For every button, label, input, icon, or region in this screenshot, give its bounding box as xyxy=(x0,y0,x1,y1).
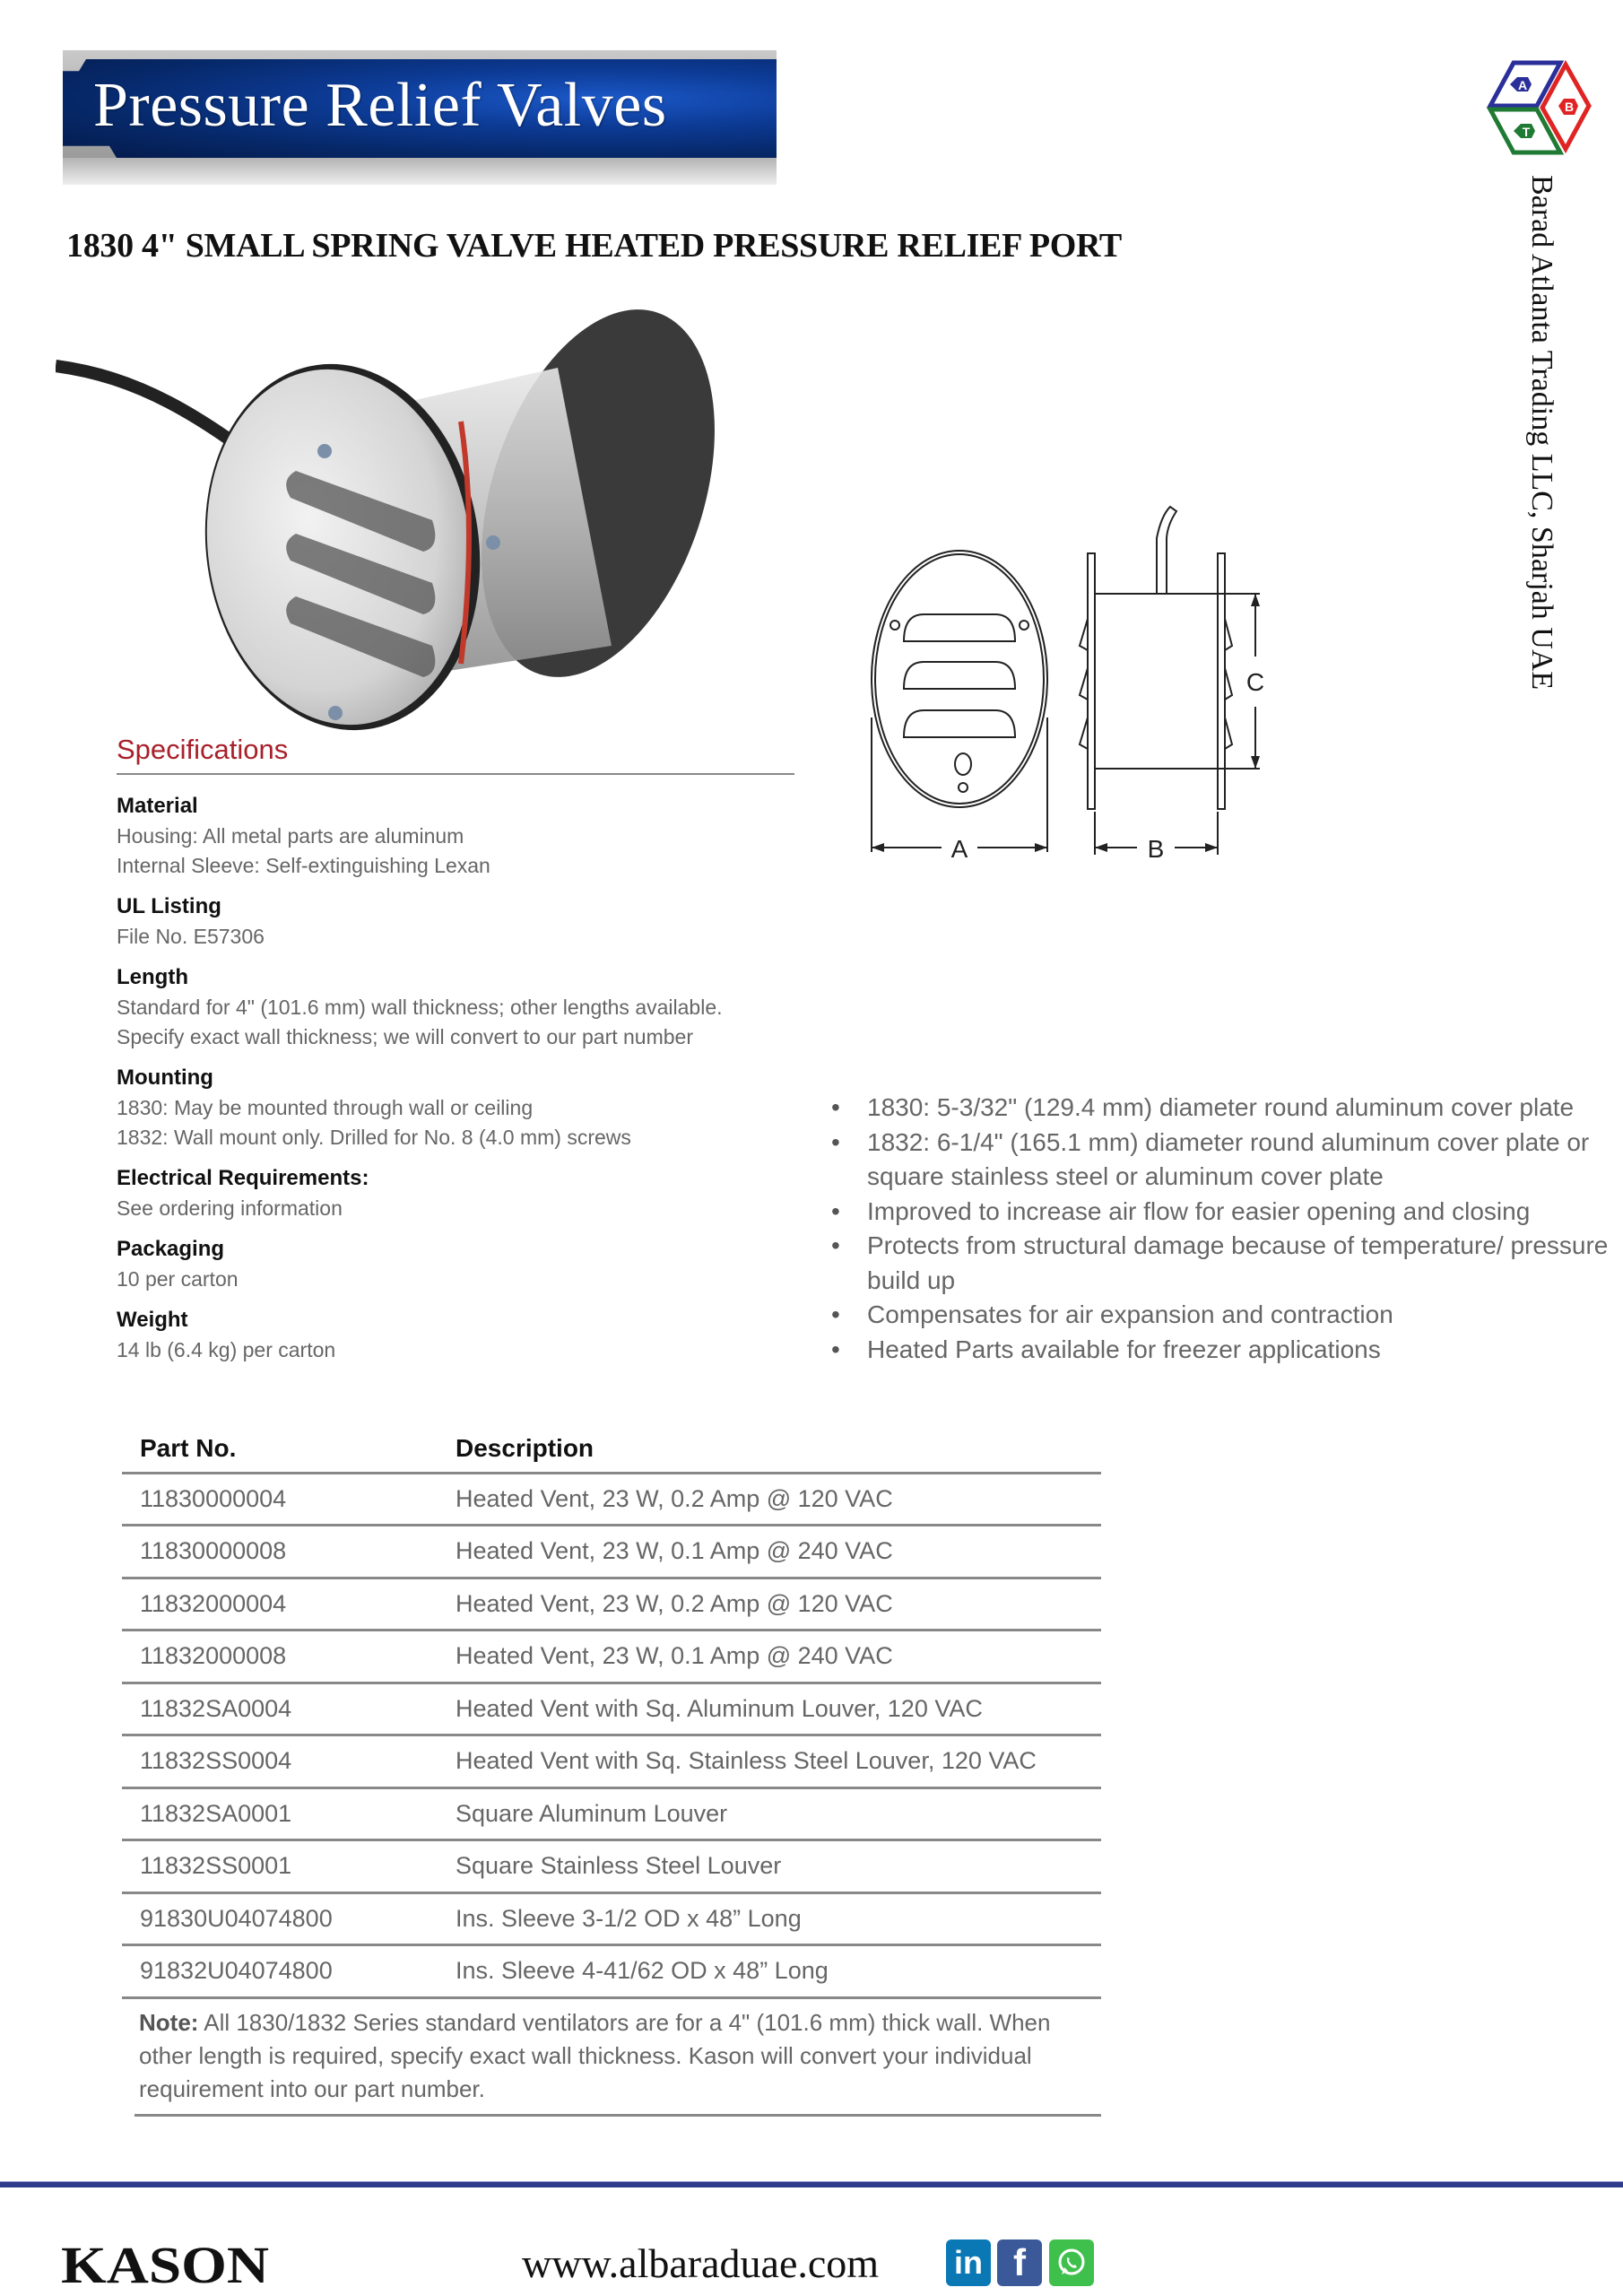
table-header-row xyxy=(122,1417,1101,1473)
table-note xyxy=(139,2006,1107,2106)
table-row xyxy=(122,1473,1101,1526)
hole xyxy=(1020,621,1028,630)
part-number: 91832U04074800 xyxy=(122,1945,436,1998)
spec-length xyxy=(117,962,798,1052)
spec-value: Specify exact wall thickness; we will convert to our part number xyxy=(117,1025,693,1048)
logo-letter-a: A xyxy=(1517,78,1528,92)
spec-value: File No. E57306 xyxy=(117,925,265,948)
cover-plate-inner xyxy=(875,554,1044,804)
table-row xyxy=(122,1892,1101,1945)
company-logo-icon xyxy=(1481,54,1598,161)
spec-value: 14 lb (6.4 kg) per carton xyxy=(117,1338,336,1361)
spec-label: UL Listing xyxy=(117,894,221,918)
spec-label: Material xyxy=(117,794,198,818)
part-description: Square Aluminum Louver xyxy=(436,1787,1101,1840)
front-tabs xyxy=(1080,619,1088,749)
facebook-icon[interactable]: f xyxy=(997,2239,1042,2286)
cord xyxy=(1157,507,1176,594)
spec-label: Packaging xyxy=(117,1237,225,1261)
part-number: 11832SA0004 xyxy=(122,1683,436,1735)
table-row xyxy=(122,1840,1101,1893)
table-row xyxy=(122,1735,1101,1788)
part-description: Ins. Sleeve 3-1/2 OD x 48” Long xyxy=(436,1892,1101,1945)
part-number: 91830U04074800 xyxy=(122,1892,436,1945)
linkedin-icon[interactable]: in xyxy=(946,2239,991,2286)
part-description: Heated Vent, 23 W, 0.1 Amp @ 240 VAC xyxy=(436,1526,1101,1578)
spec-value: Internal Sleeve: Self-extinguishing Lexan xyxy=(117,854,490,877)
feature-item: • Compensates for air expansion and contraction xyxy=(829,1298,1619,1333)
screw xyxy=(317,444,332,458)
dimension-c-label: C xyxy=(1245,668,1265,696)
feature-item: • Heated Parts available for freezer applications xyxy=(829,1333,1619,1368)
column-header-description: Description xyxy=(436,1417,1101,1473)
part-number: 11832SS0004 xyxy=(122,1735,436,1788)
banner-shadow xyxy=(63,158,777,185)
front-flange xyxy=(1088,553,1095,809)
spec-value: Standard for 4" (101.6 mm) wall thickness; other lengths available. xyxy=(117,996,723,1019)
part-description: Heated Vent with Sq. Stainless Steel Louver, 120 VAC xyxy=(436,1735,1101,1788)
note-divider xyxy=(135,2114,1101,2117)
feature-item: • 1832: 6-1/4" (165.1 mm) diameter round aluminum cover plate or square stainless steel or aluminum cover plate xyxy=(829,1126,1619,1195)
spec-label: Weight xyxy=(117,1308,188,1332)
table-row xyxy=(122,1945,1101,1998)
table-row xyxy=(122,1578,1101,1631)
table-row xyxy=(122,1631,1101,1683)
part-number: 11832000008 xyxy=(122,1631,436,1683)
hole xyxy=(890,621,899,630)
spec-label: Length xyxy=(117,965,188,989)
spec-value: Housing: All metal parts are aluminum xyxy=(117,824,464,848)
dimension-diagram xyxy=(861,502,1524,861)
spec-value: 10 per carton xyxy=(117,1267,239,1291)
cord-hole xyxy=(955,753,971,775)
louver-2 xyxy=(904,662,1015,689)
table-row xyxy=(122,1683,1101,1735)
spec-packaging xyxy=(117,1234,798,1294)
part-number: 11832000004 xyxy=(122,1578,436,1631)
banner-title: Pressure Relief Valves xyxy=(93,71,667,140)
kason-wordmark: KASON xyxy=(61,2239,270,2286)
note-text: All 1830/1832 Series standard ventilators are for a 4" (101.6 mm) thick wall. When other length is required, specify exact wall thickness. Kason will convert your individual requirement into our part number. xyxy=(139,2009,1051,2102)
part-description: Heated Vent with Sq. Aluminum Louver, 120 VAC xyxy=(436,1683,1101,1735)
logo-letter-t: T xyxy=(1522,125,1531,139)
feature-item: • 1830: 5-3/32" (129.4 mm) diameter round aluminum cover plate xyxy=(829,1091,1619,1126)
rear-flange xyxy=(1218,553,1225,809)
louver-3 xyxy=(904,710,1015,737)
spec-label: Mounting xyxy=(117,1065,213,1090)
specifications-heading: Specifications xyxy=(117,734,289,765)
specifications-divider xyxy=(117,773,794,775)
cover-plate-outer xyxy=(872,551,1047,807)
logo-letter-b: B xyxy=(1564,100,1575,114)
footer-divider xyxy=(0,2181,1623,2187)
spec-value: 1832: Wall mount only. Drilled for No. 8 (4.0 mm) screws xyxy=(117,1126,631,1149)
louver-1 xyxy=(904,614,1015,641)
parts-table xyxy=(122,1417,1101,1999)
spec-weight xyxy=(117,1305,798,1365)
part-description: Ins. Sleeve 4-41/62 OD x 48” Long xyxy=(436,1945,1101,1998)
screw xyxy=(486,535,500,550)
feature-item: • Protects from structural damage because of temperature/ pressure build up xyxy=(829,1229,1619,1298)
part-description: Heated Vent, 23 W, 0.2 Amp @ 120 VAC xyxy=(436,1473,1101,1526)
spec-material xyxy=(117,791,798,881)
table-row xyxy=(122,1526,1101,1578)
header-banner xyxy=(63,50,777,185)
part-number: 11832SA0001 xyxy=(122,1787,436,1840)
website-link[interactable]: www.albaraduae.com xyxy=(522,2240,880,2286)
part-description: Heated Vent, 23 W, 0.2 Amp @ 120 VAC xyxy=(436,1578,1101,1631)
screw xyxy=(328,706,343,720)
part-number: 11830000008 xyxy=(122,1526,436,1578)
feature-item: • Improved to increase air flow for easier opening and closing xyxy=(829,1195,1619,1230)
dimension-b-label: B xyxy=(1147,835,1165,861)
spec-ul-listing xyxy=(117,891,798,952)
dimension-a-label: A xyxy=(950,835,968,861)
part-number: 11832SS0001 xyxy=(122,1840,436,1893)
table-row xyxy=(122,1787,1101,1840)
column-header-part-no: Part No. xyxy=(122,1417,436,1473)
hole xyxy=(959,783,968,792)
feature-list xyxy=(829,1091,1619,1367)
part-number: 11830000004 xyxy=(122,1473,436,1526)
spec-value: 1830: May be mounted through wall or ceiling xyxy=(117,1096,534,1119)
company-name: Barad Atlanta Trading LLC, Sharjah UAE xyxy=(1525,175,1558,691)
spec-value: See ordering information xyxy=(117,1196,343,1220)
part-description: Square Stainless Steel Louver xyxy=(436,1840,1101,1893)
kason-logo xyxy=(61,2239,276,2286)
note-label: Note: xyxy=(139,2009,199,2036)
body xyxy=(1095,594,1218,769)
whatsapp-glyph xyxy=(1055,2247,1088,2279)
specifications-list xyxy=(117,791,798,1376)
spec-mounting xyxy=(117,1063,798,1152)
spec-label: Electrical Requirements: xyxy=(117,1166,369,1190)
whatsapp-icon[interactable] xyxy=(1049,2239,1094,2286)
product-photo xyxy=(56,305,809,753)
rear-tabs xyxy=(1225,619,1232,749)
part-description: Heated Vent, 23 W, 0.1 Amp @ 240 VAC xyxy=(436,1631,1101,1683)
spec-electrical xyxy=(117,1163,798,1223)
product-title: 1830 4" SMALL SPRING VALVE HEATED PRESSURE RELIEF PORT xyxy=(66,227,1122,265)
